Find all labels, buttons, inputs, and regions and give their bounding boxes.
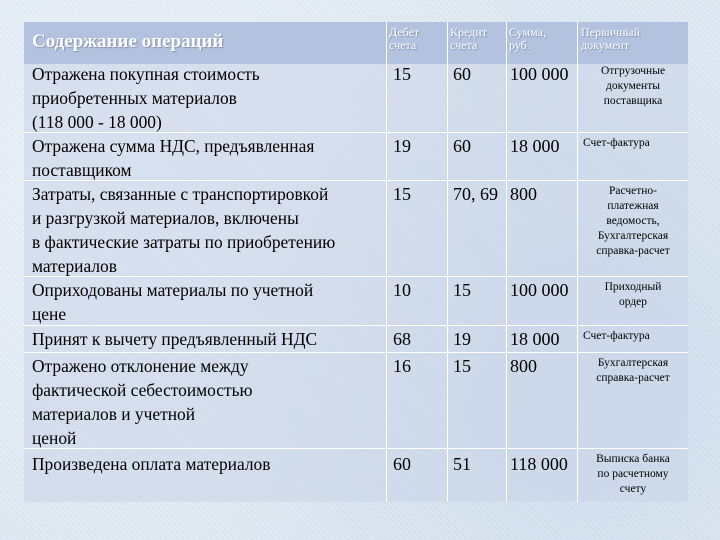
debit-account: 16 xyxy=(393,356,411,376)
column-divider xyxy=(506,22,507,502)
header-document xyxy=(581,26,640,52)
description-line: Отражено отклонение между xyxy=(32,356,249,376)
description-line: Отражена покупная стоимость xyxy=(32,64,260,84)
primary-document xyxy=(583,356,683,386)
credit-account: 19 xyxy=(453,329,471,349)
row-description xyxy=(32,134,314,182)
primary-document xyxy=(583,329,683,344)
column-divider xyxy=(577,22,578,502)
header-debit xyxy=(389,26,419,52)
description-line: приобретенных материалов xyxy=(32,88,237,108)
document-line: справка-расчет xyxy=(596,372,670,384)
document-line: Выписка банка xyxy=(596,453,670,465)
credit-account: 60 xyxy=(453,136,471,156)
operations-table xyxy=(24,22,688,502)
document-line: платежная xyxy=(607,200,659,212)
description-line: в фактические затраты по приобретению xyxy=(32,232,336,252)
debit-account: 10 xyxy=(393,280,411,300)
debit-account: 15 xyxy=(393,184,411,204)
description-line: Принят к вычету предъявленный НДС xyxy=(32,329,318,349)
description-line: поставщиком xyxy=(32,160,132,180)
row-description xyxy=(32,182,335,278)
header-sum-line1: Сумма, xyxy=(509,25,546,39)
description-line: и разгрузкой материалов, включены xyxy=(32,208,299,228)
debit-account: 68 xyxy=(393,329,411,349)
header-sum-line2: руб. xyxy=(509,38,530,52)
document-line: Счет-фактура xyxy=(583,330,650,342)
description-line: Оприходованы материалы по учетной xyxy=(32,280,314,300)
amount: 100 000 xyxy=(510,64,569,84)
amount: 800 xyxy=(510,356,537,376)
primary-document xyxy=(583,64,683,109)
row-description xyxy=(32,62,260,134)
amount: 118 000 xyxy=(510,454,568,474)
header-document-line1: Первичный xyxy=(581,25,641,39)
amount: 18 000 xyxy=(510,136,560,156)
document-line: Счет-фактура xyxy=(583,137,650,149)
document-line: документы xyxy=(606,80,660,92)
document-line: Отгрузочные xyxy=(600,65,666,77)
description-line: ценой xyxy=(32,428,77,448)
table-header xyxy=(24,22,688,64)
column-divider xyxy=(386,22,387,502)
header-credit-line2: счета xyxy=(450,38,478,52)
header-credit xyxy=(450,26,487,52)
document-line: справка-расчет xyxy=(596,245,670,257)
credit-account: 15 xyxy=(453,356,471,376)
description-line: материалов и учетной xyxy=(32,404,196,424)
document-line: по расчетному xyxy=(597,468,669,480)
description-line: Затраты, связанные с транспортировкой xyxy=(32,184,329,204)
header-debit-line1: Дебет xyxy=(389,25,420,39)
description-line: Отражена сумма НДС, предъявленная xyxy=(32,136,315,156)
amount: 18 000 xyxy=(510,329,560,349)
debit-account: 60 xyxy=(393,454,411,474)
document-line: Приходный xyxy=(604,281,662,293)
primary-document xyxy=(583,280,683,310)
column-divider xyxy=(447,22,448,502)
header-debit-line2: счета xyxy=(389,38,417,52)
description-line: (118 000 - 18 000) xyxy=(32,112,162,132)
row-description xyxy=(32,278,313,326)
document-line: Бухгалтерская xyxy=(597,230,669,242)
document-line: Бухгалтерская xyxy=(597,357,669,369)
amount: 100 000 xyxy=(510,280,569,300)
row-description xyxy=(32,354,253,450)
description-line: цене xyxy=(32,304,67,324)
document-line: ведомость, xyxy=(606,215,660,227)
row-description xyxy=(32,452,270,476)
primary-document xyxy=(583,452,683,497)
header-credit-line1: Кредит xyxy=(450,25,487,39)
primary-document xyxy=(583,184,683,259)
description-line: материалов xyxy=(32,256,117,276)
primary-document xyxy=(583,136,683,151)
credit-account: 70, 69 xyxy=(453,184,498,204)
row-divider xyxy=(24,352,688,353)
debit-account: 15 xyxy=(393,64,411,84)
document-line: счету xyxy=(619,483,647,495)
credit-account: 51 xyxy=(453,454,471,474)
document-line: Расчетно- xyxy=(608,185,658,197)
row-description xyxy=(32,327,317,351)
description-line: Произведена оплата материалов xyxy=(32,454,271,474)
amount: 800 xyxy=(510,184,537,204)
header-operations: Содержание операций xyxy=(32,31,224,52)
debit-account: 19 xyxy=(393,136,411,156)
document-line: ордер xyxy=(618,296,648,308)
header-sum xyxy=(509,26,546,52)
description-line: фактической себестоимостью xyxy=(32,380,253,400)
document-line: поставщика xyxy=(603,95,663,107)
credit-account: 15 xyxy=(453,280,471,300)
header-document-line2: документ xyxy=(581,38,630,52)
credit-account: 60 xyxy=(453,64,471,84)
